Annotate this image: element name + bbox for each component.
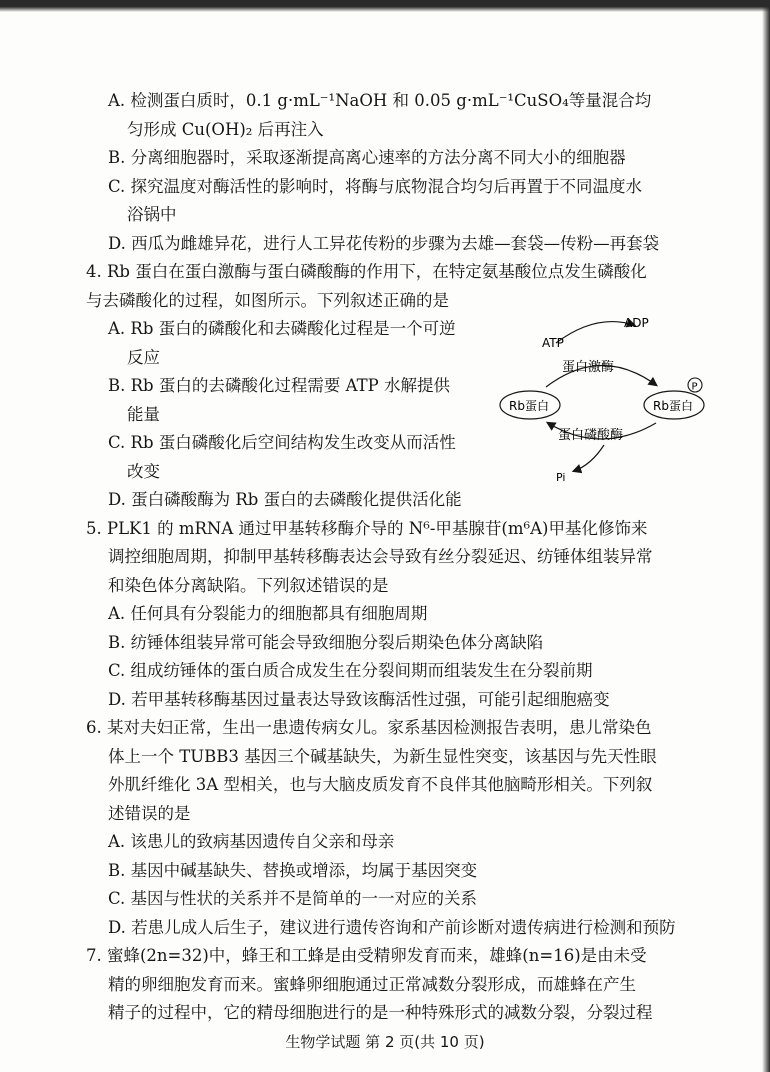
- rb-phosphorylation-diagram: [496, 315, 706, 485]
- q6-stem-line3: 外肌纤维化 3A 型相关，也与大脑皮质发育不良伴其他脑畸形相关。下列叙: [108, 775, 653, 794]
- phosphatase-label: 蛋白磷酸酶: [558, 428, 624, 443]
- phosphate-label: P: [691, 381, 698, 393]
- question-content: [86, 87, 696, 1028]
- q6-option-b: B. 基因中碱基缺失、替换或增添，均属于基因突变: [108, 860, 478, 880]
- q3-option-a-line2: 匀形成 Cu(OH)₂ 后再注入: [127, 119, 324, 139]
- q4-stem-line1: 4. Rb 蛋白在蛋白激酶与蛋白磷酸酶的作用下，在特定氨基酸位点发生磷酸化: [86, 262, 647, 281]
- q4-option-a-line1: A. Rb 蛋白的磷酸化和去磷酸化过程是一个可逆: [108, 319, 456, 338]
- q4-option-c-line2: 改变: [127, 461, 160, 481]
- q4-option-b-line2: 能量: [127, 404, 160, 424]
- atp-label: ATP: [542, 336, 564, 350]
- adp-label: ADP: [624, 316, 649, 330]
- q4-option-d: D. 蛋白磷酸酶为 Rb 蛋白的去磷酸化提供活化能: [108, 490, 462, 509]
- rb-protein-left-label: Rb蛋白: [509, 399, 549, 413]
- q5-stem-line2: 调控细胞周期，抑制甲基转移酶表达会导致有丝分裂延迟、纺锤体组装异常: [108, 547, 653, 566]
- q6-stem-line2: 体上一个 TUBB3 基因三个碱基缺失，为新生显性突变，该基因与先天性眼: [108, 746, 657, 766]
- q4-option-c-line1: C. Rb 蛋白磷酸化后空间结构发生改变从而活性: [108, 433, 456, 452]
- q6-option-a: A. 该患儿的致病基因遗传自父亲和母亲: [108, 832, 395, 851]
- q3-option-d: D. 西瓜为雌雄异花，进行人工异花传粉的步骤为去雄—套袋—传粉—再套袋: [108, 233, 660, 253]
- q6-option-c: C. 基因与性状的关系并不是简单的一一对应的关系: [108, 889, 478, 908]
- q7-stem-line2: 精的卵细胞发育而来。蜜蜂卵细胞通过正常减数分裂形成，而雄蜂在产生: [108, 974, 636, 994]
- q6-option-d: D. 若患儿成人后生子，建议进行遗传咨询和产前诊断对遗传病进行检测和预防: [108, 917, 676, 937]
- q5-option-d: D. 若甲基转移酶基因过量表达导致该酶活性过强，可能引起细胞癌变: [108, 689, 610, 709]
- q6-stem-line4: 述错误的是: [108, 803, 191, 823]
- rb-protein-right-label: Rb蛋白: [653, 399, 693, 413]
- q3-option-a-line1: A. 检测蛋白质时，0.1 g·mL⁻¹NaOH 和 0.05 g·mL⁻¹CuSO₄等量混合均: [108, 91, 652, 110]
- q5-option-b: B. 纺锤体组装异常可能会导致细胞分裂后期染色体分离缺陷: [108, 632, 544, 652]
- q3-option-c-line1: C. 探究温度对酶活性的影响时，将酶与底物混合均匀后再置于不同温度水: [108, 176, 643, 196]
- q5-option-c: C. 组成纺锤体的蛋白质合成发生在分裂间期而组装发生在分裂前期: [108, 661, 593, 680]
- kinase-label: 蛋白激酶: [562, 360, 615, 375]
- q5-stem-line1: 5. PLK1 的 mRNA 通过甲基转移酶介导的 N⁶-甲基腺苷(m⁶A)甲基化修饰来: [86, 518, 648, 538]
- scan-edge-top: [0, 0, 770, 12]
- q6-stem-line1: 6. 某对夫妇正常，生出一患遗传病女儿。家系基因检测报告表明，患儿常染色: [86, 718, 652, 737]
- scan-edge-right: [762, 0, 770, 1072]
- pi-release-arrow: [574, 445, 604, 471]
- q7-stem-line3: 精子的过程中，它的精母细胞进行的是一种特殊形式的减数分裂，分裂过程: [108, 1003, 653, 1022]
- q4-option-a-line2: 反应: [127, 347, 160, 367]
- q5-option-a: A. 任何具有分裂能力的细胞都具有细胞周期: [108, 604, 428, 623]
- q4-stem-line2: 与去磷酸化的过程，如图所示。下列叙述正确的是: [86, 290, 449, 310]
- pi-label: Pi: [556, 471, 566, 484]
- q5-stem-line3: 和染色体分离缺陷。下列叙述错误的是: [108, 575, 389, 595]
- q3-option-c-line2: 浴锅中: [127, 205, 177, 224]
- page-footer: 生物学试题 第 2 页(共 10 页): [285, 1033, 485, 1051]
- q4-options-block: [86, 315, 696, 515]
- atp-to-adp-arrow: [556, 322, 634, 343]
- q4-option-b-line1: B. Rb 蛋白的去磷酸化过程需要 ATP 水解提供: [108, 376, 450, 395]
- q3-option-b: B. 分离细胞器时，采取逐渐提高离心速率的方法分离不同大小的细胞器: [108, 148, 626, 167]
- q7-stem-line1: 7. 蜜蜂(2n=32)中，蜂王和工蜂是由受精卵发育而来，雄蜂(n=16)是由未受: [86, 946, 647, 965]
